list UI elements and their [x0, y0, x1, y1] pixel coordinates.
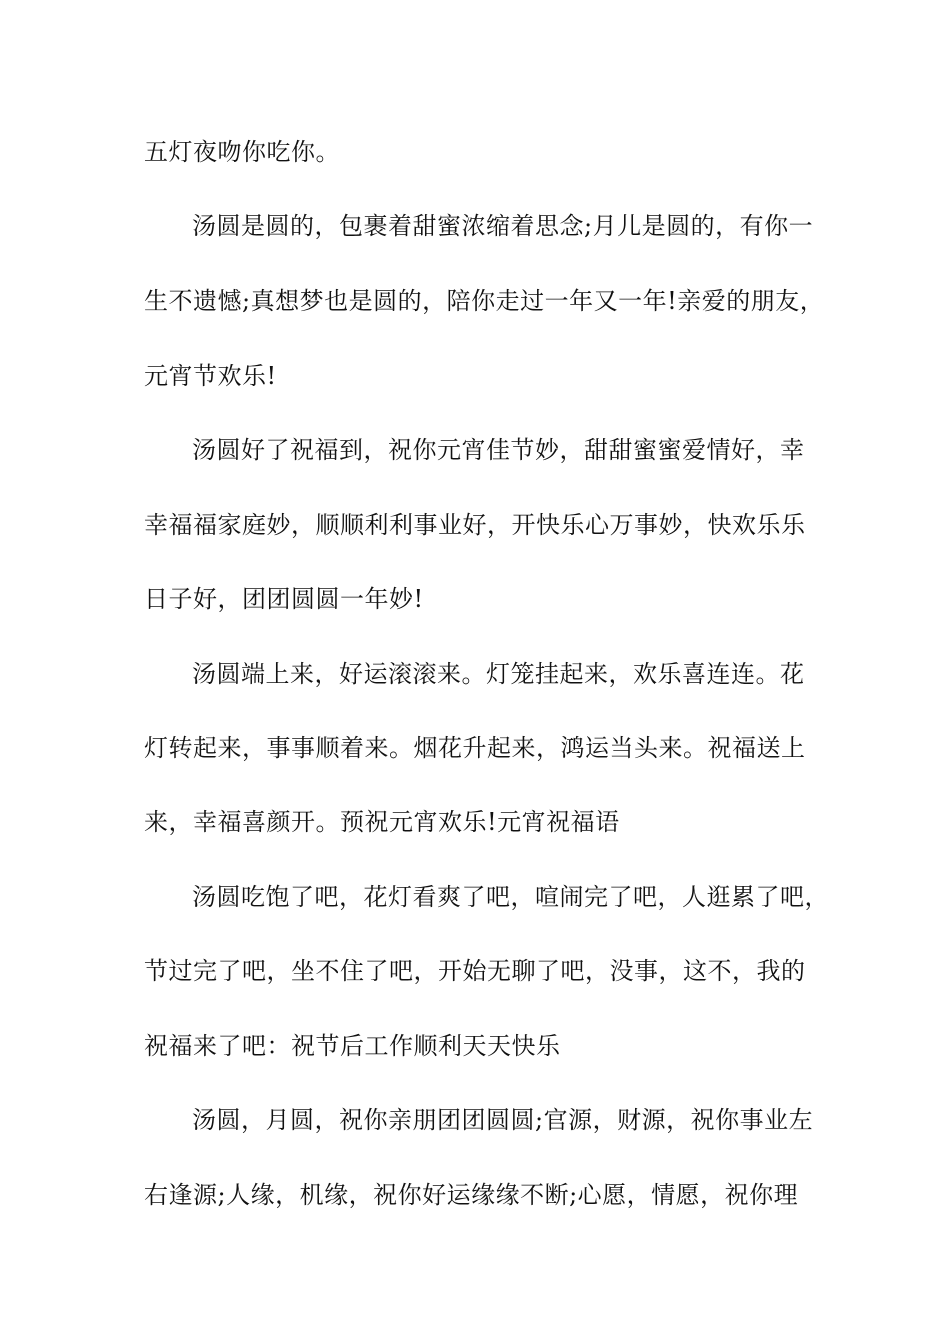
- paragraph-start-line: 汤圆好了祝福到，祝你元宵佳节妙，甜甜蜜蜜爱情好，幸: [192, 436, 805, 464]
- text-line: 来，幸福喜颜开。预祝元宵欢乐!元宵祝福语: [144, 808, 620, 836]
- text-line: 灯转起来，事事顺着来。烟花升起来，鸿运当头来。祝福送上: [144, 734, 806, 762]
- text-line: 五灯夜吻你吃你。: [144, 138, 340, 166]
- text-line: 右逢源;人缘，机缘，祝你好运缘缘不断;心愿，情愿，祝你理: [144, 1181, 799, 1209]
- text-line: 日子好，团团圆圆一年妙!: [144, 585, 424, 613]
- text-line: 祝福来了吧：祝节后工作顺利天天快乐: [144, 1032, 561, 1060]
- paragraph-start-line: 汤圆吃饱了吧，花灯看爽了吧，喧闹完了吧，人逛累了吧，: [192, 883, 829, 911]
- text-line: 节过完了吧，坐不住了吧，开始无聊了吧，没事，这不，我的: [144, 957, 806, 985]
- paragraph-start-line: 汤圆端上来，好运滚滚来。灯笼挂起来，欢乐喜连连。花: [192, 660, 805, 688]
- paragraph-start-line: 汤圆，月圆，祝你亲朋团团圆圆;官源，财源，祝你事业左: [192, 1106, 814, 1134]
- text-line: 生不遗憾;真想梦也是圆的，陪你走过一年又一年!亲爱的朋友，: [144, 287, 825, 315]
- paragraph-start-line: 汤圆是圆的，包裹着甜蜜浓缩着思念;月儿是圆的，有你一: [192, 212, 814, 240]
- text-line: 元宵节欢乐!: [144, 362, 277, 390]
- text-line: 幸福福家庭妙，顺顺利利事业好，开快乐心万事妙，快欢乐乐: [144, 511, 806, 539]
